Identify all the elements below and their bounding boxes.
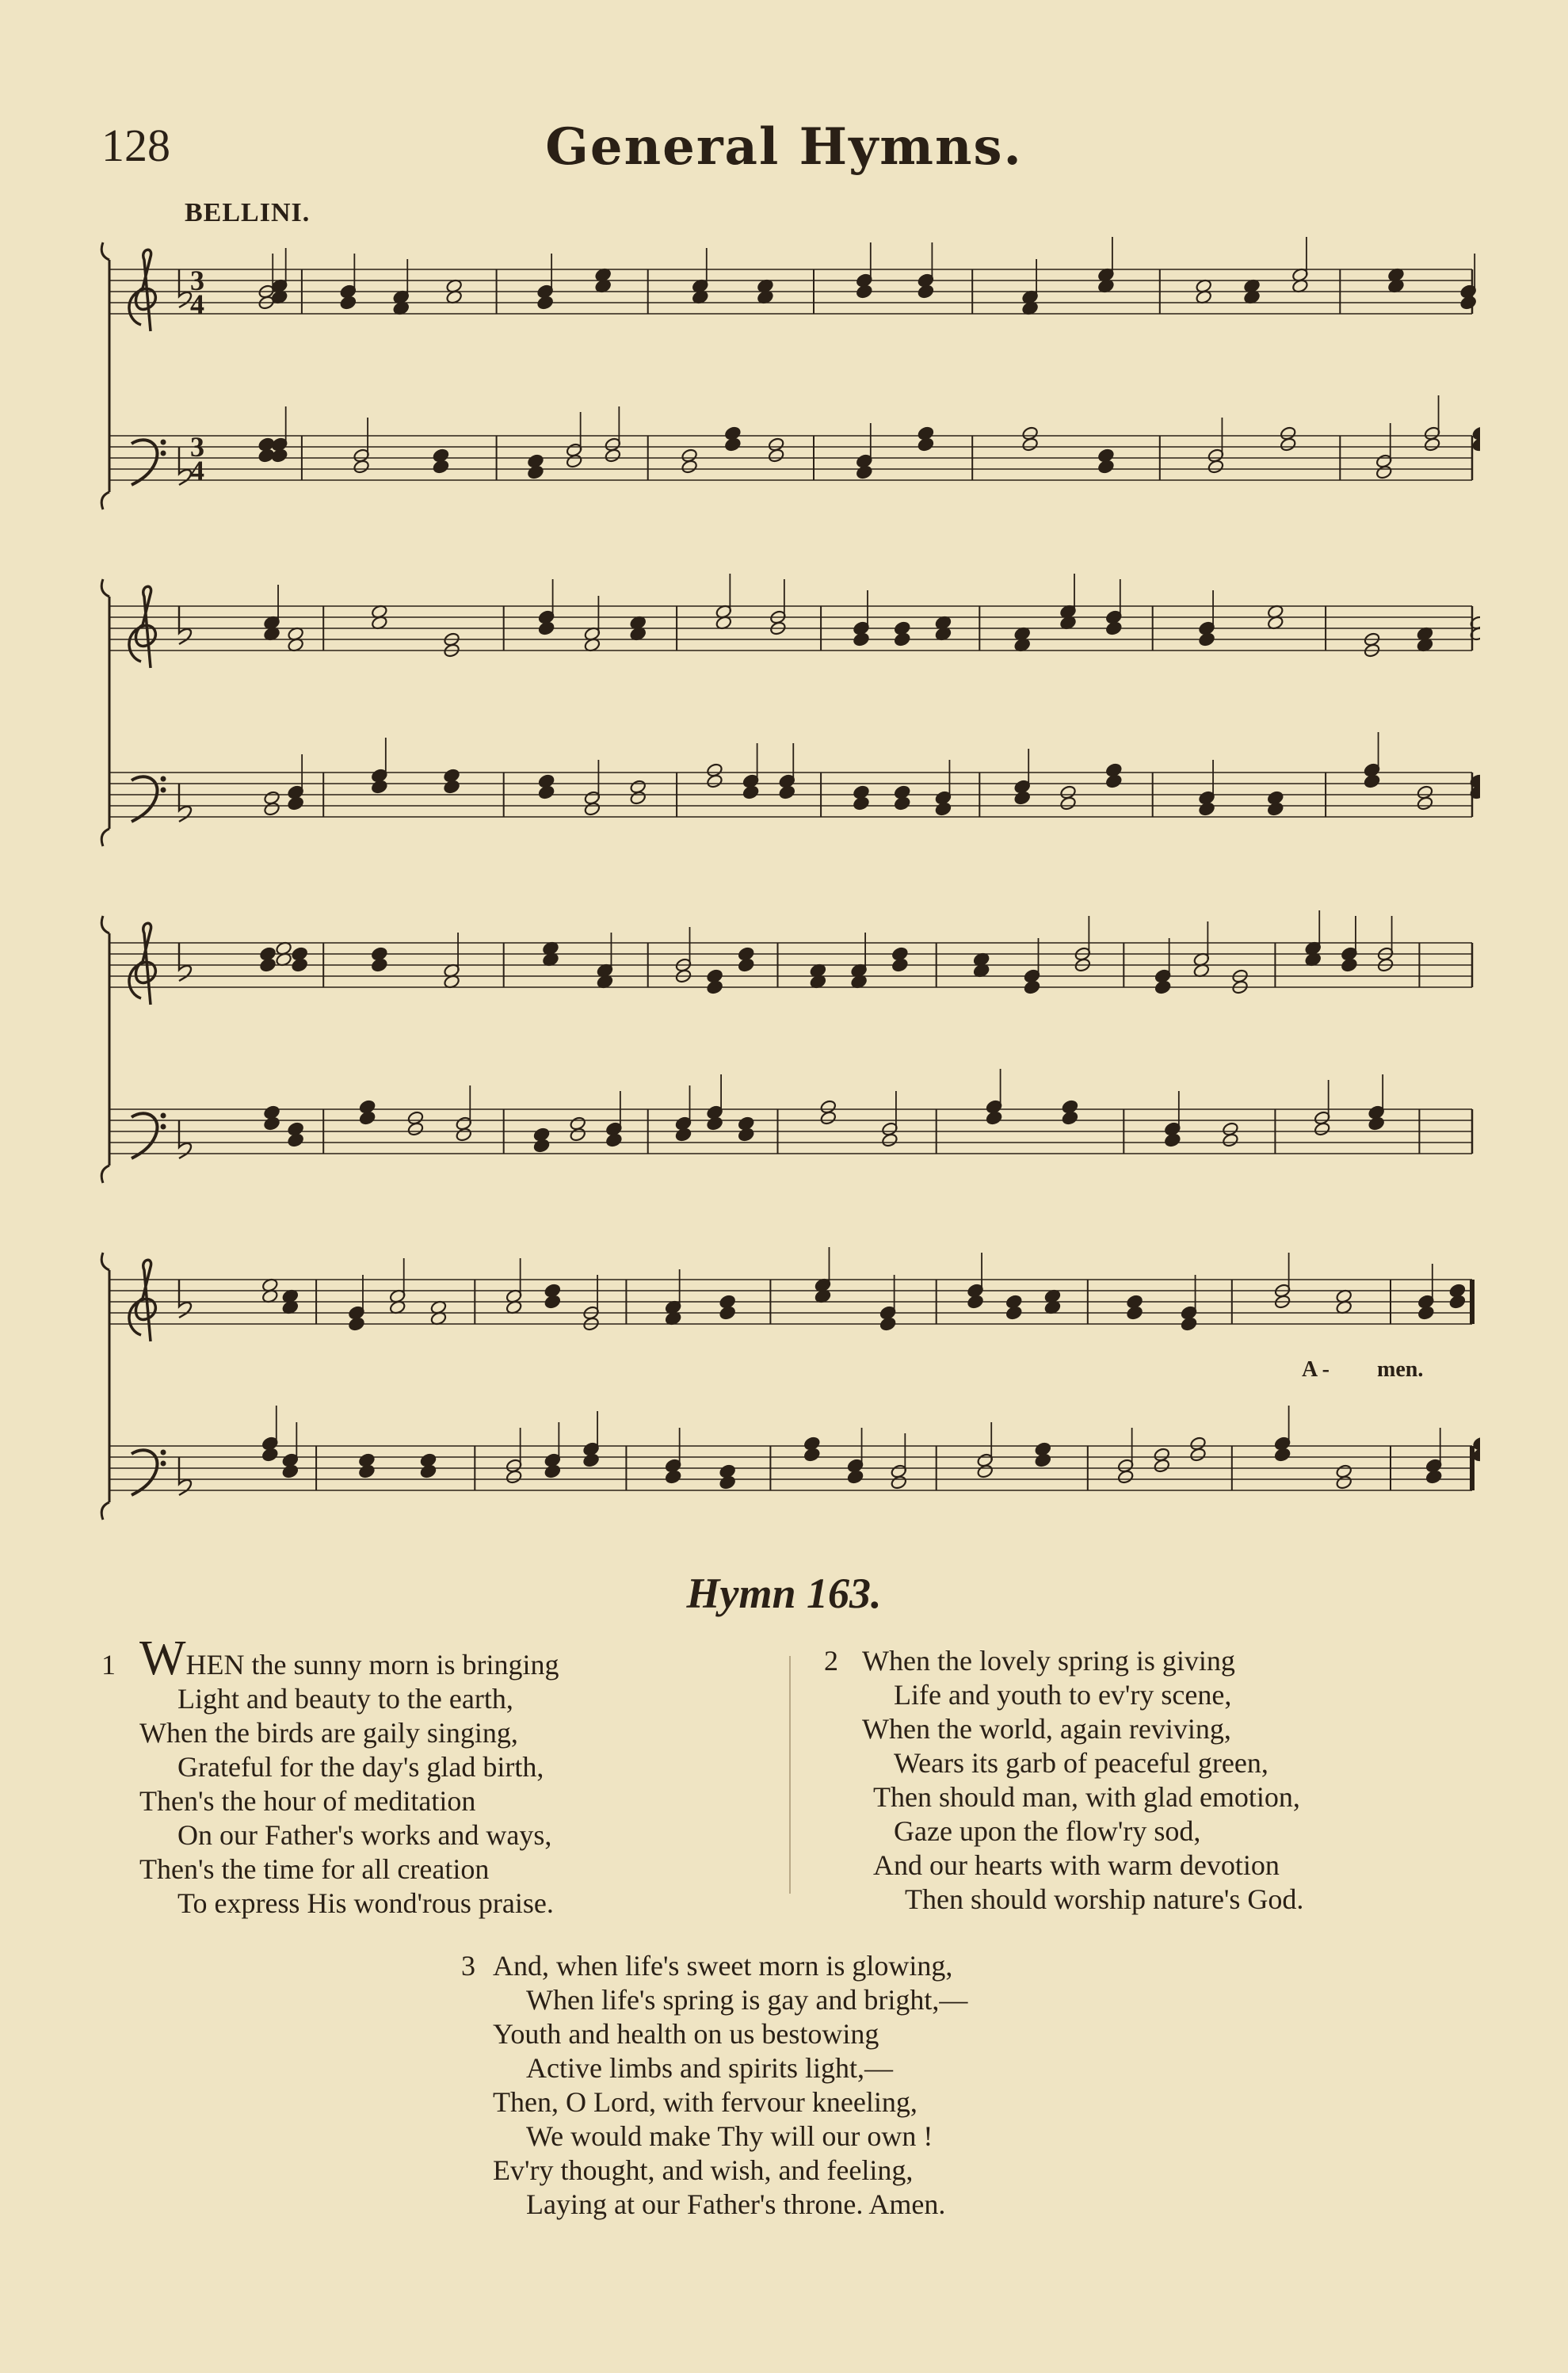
note-head	[1198, 801, 1215, 816]
note-head	[917, 437, 934, 452]
note-head	[569, 1127, 586, 1142]
bass-clef-dot	[161, 1124, 166, 1130]
flat-sign-icon	[179, 1280, 191, 1318]
note-head	[976, 1463, 994, 1478]
tune-name: BELLINI.	[185, 198, 311, 227]
note-head	[967, 1294, 984, 1309]
note-head	[407, 1121, 425, 1136]
bracket-hook	[101, 1253, 109, 1270]
treble-clef-icon	[129, 1260, 155, 1341]
note-head	[538, 620, 555, 635]
note-head	[1417, 795, 1434, 811]
note-head	[1034, 1452, 1051, 1467]
bass-clef-dot	[161, 451, 166, 456]
flat-sign-icon	[179, 269, 191, 307]
bracket-hook	[101, 1166, 109, 1183]
verse-line: Laying at our Father's throne. Amen.	[526, 2188, 946, 2220]
note-head	[1105, 620, 1123, 635]
note-head	[1222, 1132, 1239, 1147]
note-head	[778, 784, 795, 799]
note-head	[1005, 1305, 1023, 1320]
bracket-hook	[101, 916, 109, 933]
note-head	[1105, 773, 1123, 788]
note-head	[986, 1110, 1003, 1125]
note-head	[1424, 437, 1441, 452]
note-head	[261, 1447, 279, 1462]
note-head	[1314, 1121, 1331, 1136]
verse-2	[824, 1644, 1303, 1917]
note-head	[724, 437, 742, 452]
note-head	[879, 1316, 897, 1331]
note-head	[527, 464, 544, 479]
note-head	[263, 1116, 280, 1131]
note-head	[353, 459, 370, 474]
column-divider	[789, 1656, 791, 1894]
note-head	[853, 795, 870, 811]
note-head	[706, 979, 723, 994]
note-head	[1154, 979, 1172, 994]
note-head	[1059, 795, 1077, 811]
note-head	[533, 1138, 551, 1153]
note-head	[582, 1452, 600, 1467]
note-head	[738, 1127, 755, 1142]
note-head	[371, 779, 388, 794]
note-head	[1207, 459, 1225, 474]
verse-line: When the birds are gaily singing,	[139, 1717, 518, 1749]
note-head	[455, 1127, 472, 1142]
verse-line: Active limbs and spirits light,—	[526, 2052, 893, 2084]
note-head	[1097, 459, 1115, 474]
note-head	[738, 957, 755, 972]
verse-number: 1	[101, 1649, 116, 1681]
bass-clef-dot	[161, 776, 166, 782]
note-head	[1280, 437, 1297, 452]
note-head	[1368, 1116, 1385, 1131]
verse-line: When the lovely spring is giving	[862, 1645, 1235, 1677]
note-head	[1364, 773, 1381, 788]
note-head	[1375, 464, 1393, 479]
note-head	[371, 957, 388, 972]
note-head	[1126, 1305, 1143, 1320]
flat-sign-icon	[179, 784, 191, 822]
note-head	[287, 795, 304, 811]
flat-sign-icon	[179, 943, 191, 981]
bass-clef-dot	[161, 1461, 166, 1467]
note-head	[890, 1475, 907, 1490]
bracket-hook	[101, 492, 109, 509]
note-head	[1341, 957, 1358, 972]
time-signature-bottom: 4	[190, 455, 204, 486]
note-head	[358, 1463, 376, 1478]
note-head	[604, 448, 621, 463]
note-head	[891, 957, 909, 972]
verse-2-line-1	[824, 1644, 1303, 1678]
verse-line: To express His wond'rous praise.	[177, 1887, 554, 1919]
music-score	[93, 230, 1480, 1545]
note-head	[706, 773, 723, 788]
verse-line: And, when life's sweet morn is glowing,	[493, 1950, 953, 1982]
note-head	[1024, 979, 1041, 994]
note-head	[1417, 1305, 1435, 1320]
note-head	[443, 779, 460, 794]
bass-clef-dot	[161, 1113, 166, 1119]
note-head	[1189, 1447, 1207, 1462]
note-head	[847, 1469, 864, 1484]
note-head	[894, 631, 911, 647]
note-head	[583, 801, 601, 816]
page-number: 128	[101, 120, 170, 171]
note-head	[1164, 1132, 1181, 1147]
note-head	[917, 284, 934, 299]
verse-line: Life and youth to ev'ry scene,	[894, 1679, 1232, 1711]
note-head	[348, 1316, 365, 1331]
verse-line: Youth and health on us bestowing	[493, 2018, 879, 2050]
verse-line: Ev'ry thought, and wish, and feeling,	[493, 2154, 914, 2186]
bracket-hook	[101, 1502, 109, 1520]
note-head	[819, 1110, 837, 1125]
note-head	[681, 459, 698, 474]
note-head	[894, 795, 911, 811]
note-head	[1425, 1469, 1443, 1484]
note-head	[768, 448, 785, 463]
treble-clef-icon	[129, 586, 155, 668]
verse-line: Then's the hour of meditation	[139, 1785, 476, 1817]
note-head	[433, 459, 450, 474]
time-signature-top: 3	[190, 431, 204, 463]
verse-line: Wears its garb of peaceful green,	[894, 1747, 1269, 1779]
note-head	[856, 464, 873, 479]
bracket-hook	[101, 242, 109, 260]
note-head	[1013, 790, 1031, 805]
note-head	[1153, 1458, 1170, 1473]
note-head	[505, 1469, 523, 1484]
amen-syllable: A -	[1302, 1357, 1330, 1382]
verse-line: And our hearts with warm devotion	[873, 1849, 1280, 1881]
verse-line: Then, O Lord, with fervour kneeling,	[493, 2086, 918, 2118]
verse-1	[101, 1631, 559, 1921]
note-head	[881, 1132, 898, 1147]
bass-clef-dot	[161, 1450, 166, 1455]
treble-clef-icon	[129, 923, 155, 1005]
verse-line: Then should worship nature's God.	[905, 1883, 1304, 1915]
note-head	[1274, 1447, 1291, 1462]
verse-line: Grateful for the day's glad birth,	[177, 1751, 544, 1783]
treble-clef-icon	[129, 250, 155, 331]
flat-sign-icon	[179, 1457, 191, 1495]
note-head	[665, 1469, 682, 1484]
note-head	[263, 801, 280, 816]
note-head	[287, 1132, 304, 1147]
note-head	[1061, 1110, 1078, 1125]
note-head	[271, 448, 288, 463]
note-head	[281, 1463, 299, 1478]
note-head	[1335, 1475, 1352, 1490]
dropcap: W	[139, 1631, 186, 1685]
verse-line: When life's spring is gay and bright,—	[526, 1984, 968, 2016]
note-head	[675, 1127, 692, 1142]
note-head	[538, 784, 555, 799]
time-signature-top: 3	[190, 265, 204, 296]
note-head	[1448, 1294, 1466, 1309]
note-head	[719, 1475, 736, 1490]
note-head	[935, 801, 952, 816]
verse-number: 2	[824, 1645, 838, 1677]
running-title: General Hymns.	[545, 117, 1023, 177]
hymn-heading: Hymn 163.	[686, 1570, 882, 1617]
bracket-hook	[101, 579, 109, 597]
verse-1-line-1	[101, 1631, 559, 1685]
note-head	[629, 790, 647, 805]
verse-line: We would make Thy will our own !	[526, 2120, 933, 2152]
note-head	[706, 1116, 723, 1131]
time-signature-bottom: 4	[190, 288, 204, 320]
note-head	[291, 957, 308, 972]
note-head	[1181, 1316, 1198, 1331]
verse-line: When the world, again reviving,	[862, 1713, 1231, 1745]
amen-syllable: men.	[1377, 1357, 1424, 1382]
note-head	[339, 295, 357, 310]
note-head	[719, 1305, 736, 1320]
verse-3	[461, 1949, 967, 2222]
score-svg	[93, 230, 1480, 1545]
note-head	[605, 1132, 623, 1147]
note-head	[853, 631, 870, 647]
note-head	[544, 1294, 561, 1309]
note-head	[803, 1447, 821, 1462]
verse-line: Then's the time for all creation	[139, 1853, 490, 1885]
note-head	[1459, 295, 1477, 310]
note-head	[742, 784, 760, 799]
note-head	[1021, 437, 1039, 452]
verse-line: Light and beauty to the earth,	[177, 1683, 513, 1715]
note-head	[544, 1463, 561, 1478]
bass-clef-dot	[161, 788, 166, 793]
note-head	[856, 284, 873, 299]
flat-sign-icon	[179, 606, 191, 644]
bracket-hook	[101, 829, 109, 846]
flat-sign-icon	[179, 447, 191, 485]
note-head	[259, 957, 277, 972]
note-head	[566, 453, 583, 468]
verse-number: 3	[461, 1950, 475, 1982]
note-head	[359, 1110, 376, 1125]
verse-line: Then should man, with glad emotion,	[873, 1781, 1300, 1813]
verse-line: HEN the sunny morn is bringing	[185, 1649, 559, 1681]
note-head	[420, 1463, 437, 1478]
verse-3-line-1	[461, 1949, 967, 1983]
verse-line: On our Father's works and ways,	[177, 1819, 552, 1851]
flat-sign-icon	[179, 1120, 191, 1158]
note-head	[1198, 631, 1215, 647]
note-head	[1117, 1469, 1135, 1484]
note-head	[536, 295, 554, 310]
bass-clef-dot	[161, 440, 166, 445]
verse-line: Gaze upon the flow'ry sod,	[894, 1815, 1201, 1847]
note-head	[1267, 801, 1284, 816]
